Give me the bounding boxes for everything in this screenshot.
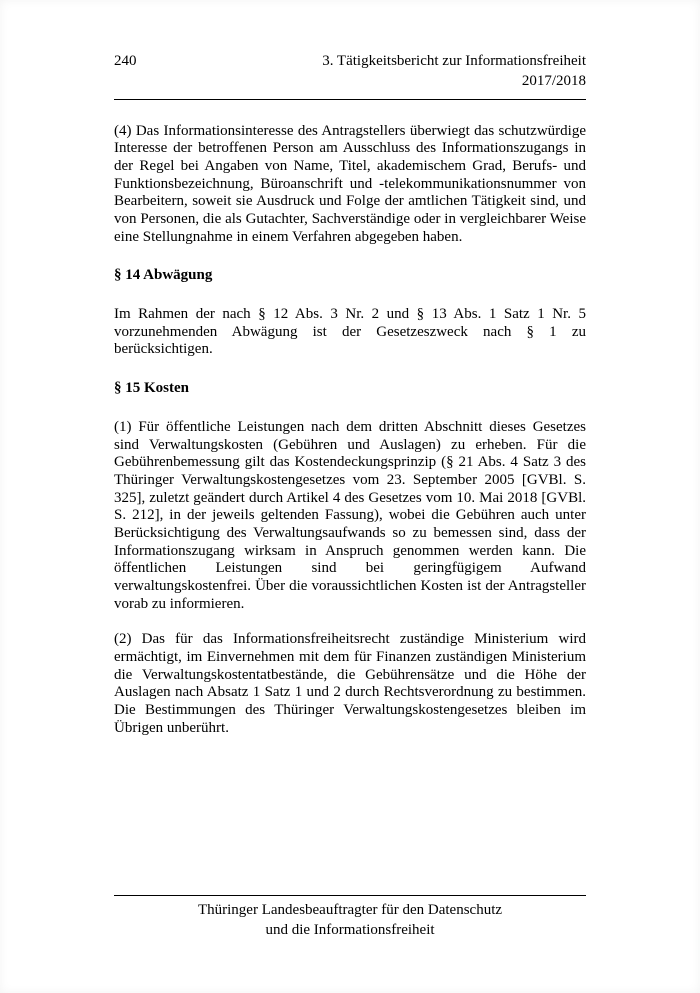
footer-rule [114,895,586,896]
page-header [114,52,586,92]
paragraph-par-15-abs-2: (2) Das für das Informationsfreiheitsrecht zuständige Ministerium wird ermächtigt, im Einvernehmen mit dem für Finanzen zuständigen Ministerium die Verwaltungskostentatbestände, die Gebührensätze und die Höhe der Auslagen nach Absatz 1 Satz 1 und 2 durch Rechtsverordnung zu bestimmen. Die Bestimmungen des Thüringer Verwaltungskostengesetzes bleiben im Übrigen unberührt. [114,631,586,736]
header-title [322,52,586,92]
header-rule [114,99,586,100]
page-body [114,123,586,738]
section-heading-par-15: § 15 Kosten [114,380,189,397]
footer-line2: und die Informationsfreiheit [265,922,435,939]
footer-text [114,901,586,941]
content-column [114,52,586,756]
page-footer [114,895,586,941]
paragraph-abs-4: (4) Das Informationsinteresse des Antragstellers überwiegt das schutzwürdige Interesse der betroffenen Person am Ausschluss des Informationszugangs in der Regel bei Angaben von Name, Titel, akademischem Grad, Berufs- und Funktionsbezeichnung, Büroanschrift und -telekommunikationsnummer von Bearbeitern, soweit sie Ausdruck und Folge der amtlichen Tätigkeit sind, und von Personen, die als Gutachter, Sachverständige oder in vergleichbarer Weise eine Stellungnahme in einem Verfahren abgegeben haben. [114,122,586,245]
header-title-line2: 2017/2018 [521,72,586,89]
section-heading-par-14: § 14 Abwägung [114,267,213,284]
header-title-line1: 3. Tätigkeitsbericht zur Informationsfreiheit [322,53,586,69]
paragraph-par-14: Im Rahmen der nach § 12 Abs. 3 Nr. 2 und § 13 Abs. 1 Satz 1 Nr. 5 vorzunehmenden Abwägung ist der Gesetzeszweck nach § 1 zu berücksichtigen. [114,306,586,358]
page-number: 240 [114,53,137,69]
footer-line1: Thüringer Landesbeauftragter für den Datenschutz [197,902,503,919]
paragraph-par-15-abs-1: (1) Für öffentliche Leistungen nach dem dritten Abschnitt dieses Gesetzes sind Verwaltungskosten (Gebühren und Auslagen) zu erheben. Für die Gebührenbemessung gilt das Kostendeckungsprinzip (§ 21 Abs. 4 Satz 3 des Thüringer Verwaltungskostengesetzes vom 23. September 2005 [GVBl. S. 325], zuletzt geändert durch Artikel 4 des Gesetzes vom 10. Mai 2018 [GVBl. S. 212], in der jeweils geltenden Fassung), wobei die Gebühren auch unter Berücksichtigung des Verwaltungsaufwands so zu bemessen sind, dass der Informationszugang wirksam in Anspruch genommen werden kann. Die öffentlichen Leistungen sind bei geringfügigem Aufwand verwaltungskostenfrei. Über die voraussichtlichen Kosten ist der Antragsteller vorab zu informieren. [114,418,586,612]
